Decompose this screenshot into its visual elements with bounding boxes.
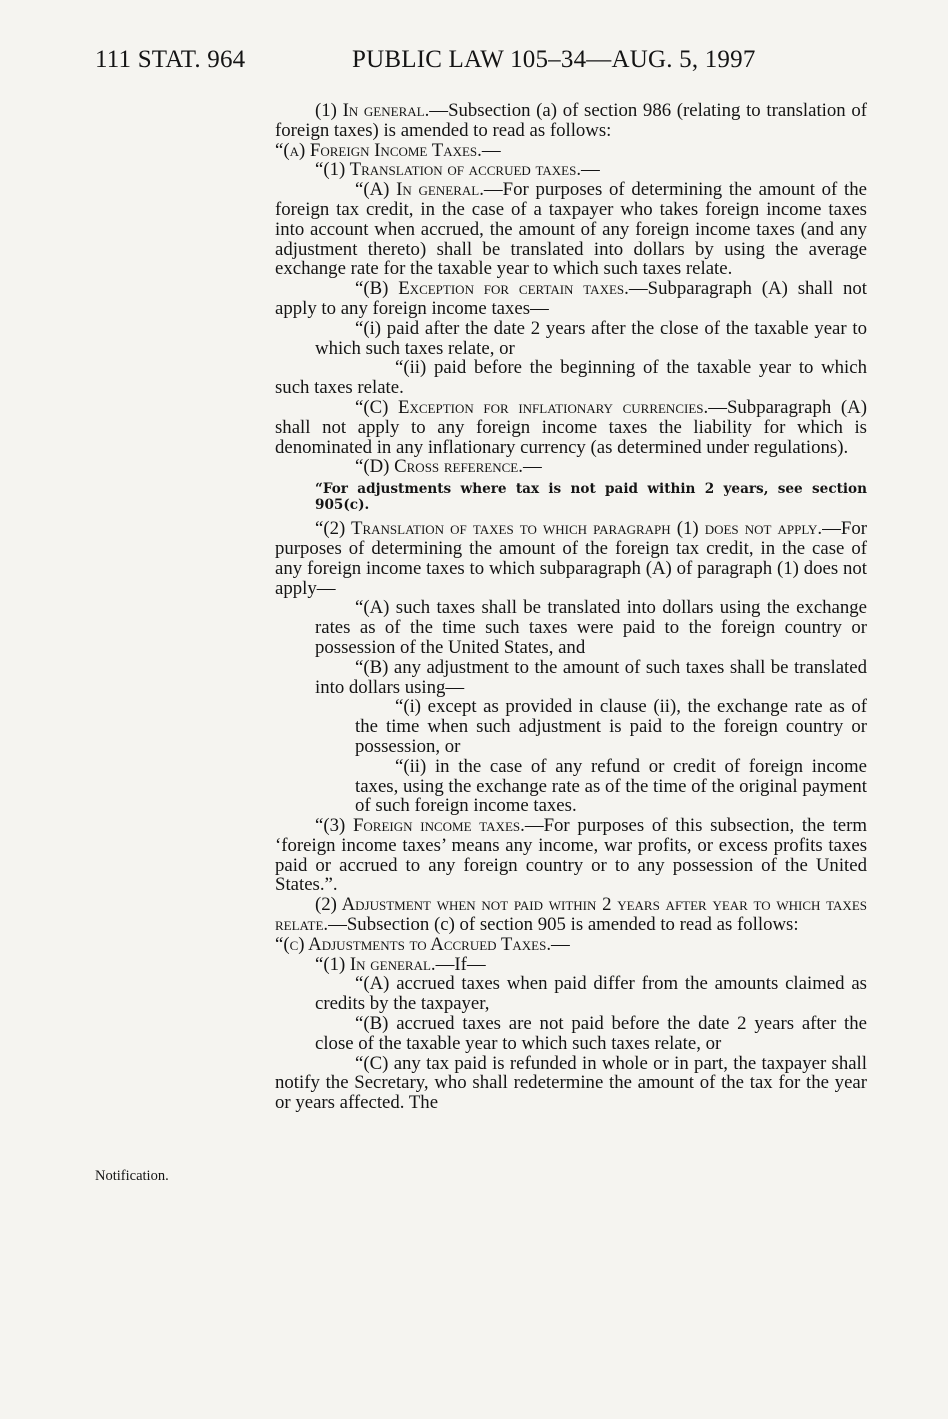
cross-reference-note: “For adjustments where tax is not paid within 2 years, see section 905(c). [315, 481, 867, 514]
paragraph: (2) Adjustment when not paid within 2 years after year to which taxes relate.—Subsection (c) of section 905 is amended to read as follows: [275, 894, 867, 936]
subparagraph: “(C) any tax paid is refunded in whole or in part, the taxpayer shall notify the Secretary, who shall redetermine the amount of the tax for the year or years affected. The [275, 1052, 867, 1114]
subparagraph: “(B) accrued taxes are not paid before the date 2 years after the close of the taxable year to which such taxes relate, or [315, 1013, 867, 1054]
statute-text [275, 101, 867, 1113]
subparagraph: “(B) Exception for certain taxes.—Subparagraph (A) shall not apply to any foreign income taxes— [275, 278, 868, 319]
paragraph: “(2) Translation of taxes to which paragraph (1) does not apply.—For purposes of determining the amount of the foreign tax credit, in the case of any foreign income taxes to which subparagraph (A) of paragraph (1) does not apply— [275, 518, 867, 599]
subparagraph: “(C) Exception for inflationary currencies.—Subparagraph (A) shall not apply to any foreign income taxes the liability for which is denominated in any inflationary currency (as determined under regulations). [275, 396, 867, 458]
paragraph: (1) In general.—Subsection (a) of section 986 (relating to translation of foreign taxes) is amended to read as follows: [275, 100, 867, 141]
subparagraph: “(B) any adjustment to the amount of such taxes shall be translated into dollars using— [315, 656, 867, 698]
section-heading: “(a) Foreign Income Taxes.— [275, 139, 501, 161]
subparagraph: “(A) In general.—For purposes of determining the amount of the foreign tax credit, in the case of a taxpayer who takes foreign income taxes into account when accrued, the amount of any foreign income taxes (and any adjustment thereto) shall be translated into dollars by using the average exchange rate for the taxable year to which such taxes relate. [275, 179, 867, 280]
clause: “(i) except as provided in clause (ii), the exchange rate as of the time when such adjustment is paid to the foreign country or possession, or [355, 696, 867, 757]
clause: “(ii) in the case of any refund or credit of foreign income taxes, using the exchange rate as of the time of the original payment of such foreign income taxes. [355, 755, 867, 817]
running-head: PUBLIC LAW 105–34—AUG. 5, 1997 [352, 46, 756, 73]
clause: “(ii) paid before the beginning of the taxable year to which such taxes relate. [275, 357, 867, 399]
margin-note: Notification. [95, 1168, 169, 1184]
paragraph-heading: “(1) In general.—If— [315, 953, 486, 975]
clause: “(i) paid after the date 2 years after the close of the taxable year to which such taxes relate, or [315, 317, 867, 359]
subparagraph: “(A) such taxes shall be translated into dollars using the exchange rates as of the time such taxes were paid to the foreign country or possession of the United States, and [315, 597, 867, 658]
paragraph-heading: “(1) Translation of accrued taxes.— [315, 159, 600, 181]
section-heading: “(c) Adjustments to Accrued Taxes.— [275, 933, 570, 955]
subparagraph: “(D) Cross reference.— [355, 456, 542, 478]
subparagraph: “(A) accrued taxes when paid differ from the amounts claimed as credits by the taxpayer, [315, 973, 867, 1015]
paragraph: “(3) Foreign income taxes.—For purposes of this subsection, the term ‘foreign income taxes’ means any income, war profits, or excess profits taxes paid or accrued to any foreign country or to any possession of the United States.”. [275, 815, 867, 896]
page-citation: 111 STAT. 964 [95, 46, 246, 73]
